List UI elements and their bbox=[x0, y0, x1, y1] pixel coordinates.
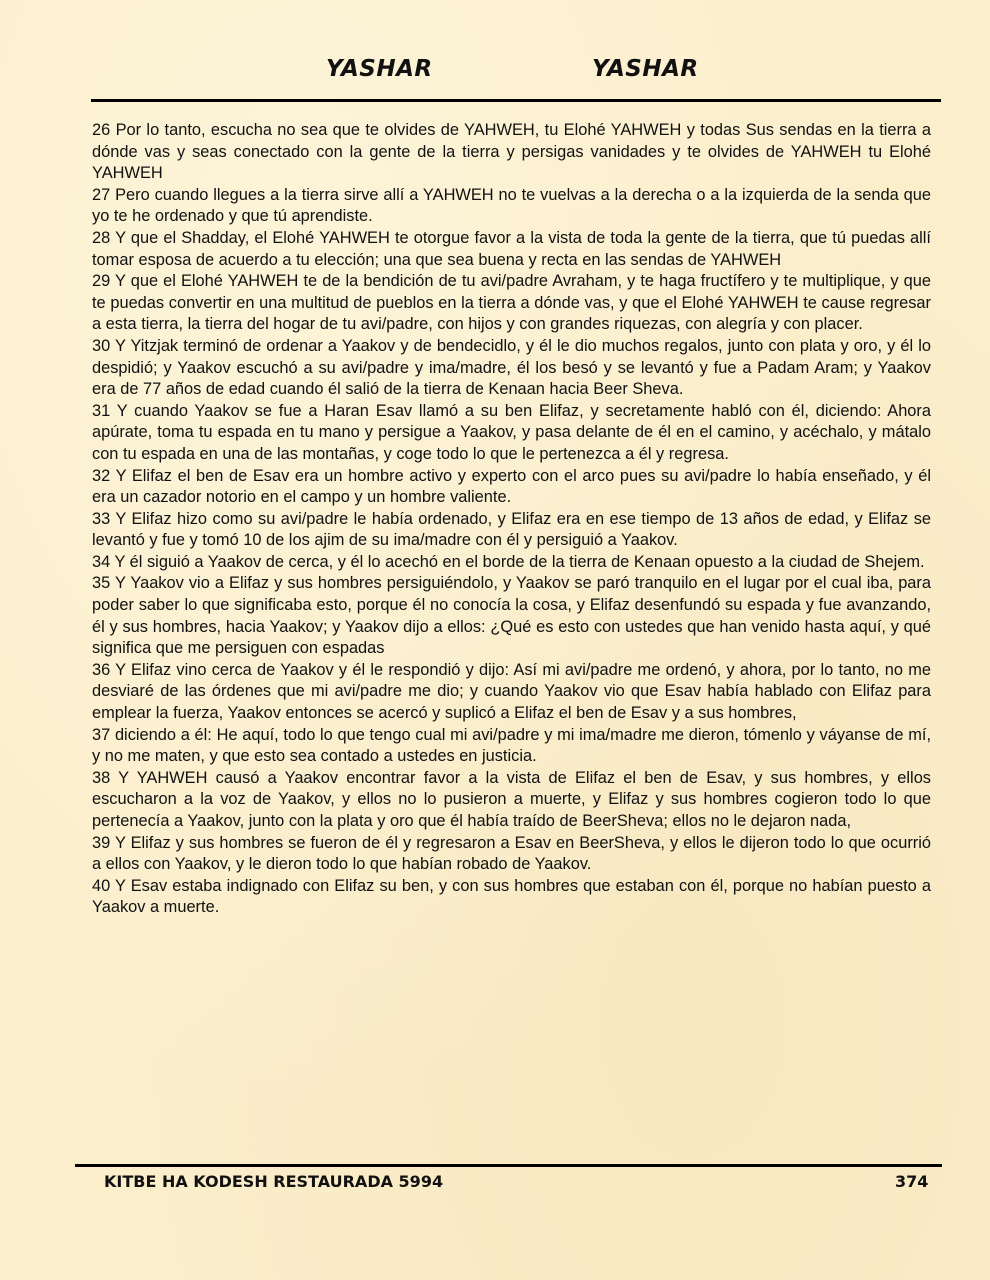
verse-29: 29 Y que el Elohé YAHWEH te de la bendición de tu avi/padre Avraham, y te haga fructífero y te multiplique, y que te puedas convertir en una multitud de pueblos en la tierra a dónde vas, y que el Elohé YAHWEH te cause regresar a esta tierra, la tierra del hogar de tu avi/padre, con hijos y con grandes riquezas, con alegría y con placer. bbox=[92, 272, 931, 334]
verse-26: 26 Por lo tanto, escucha no sea que te olvides de YAHWEH, tu Elohé YAHWEH y todas Sus sendas en la tierra a dónde vas y seas conectado con la gente de la tierra y persigas vanidades y te olvides de YAHWEH tu Elohé YAHWEH bbox=[92, 121, 931, 183]
verse-39: 39 Y Elifaz y sus hombres se fueron de él y regresaron a Esav en BeerSheva, y ellos le dijeron todo lo que ocurrió a ellos con Yaakov, y le dieron todo lo que habían robado de Yaakov. bbox=[92, 833, 931, 874]
verse-33: 33 Y Elifaz hizo como su avi/padre le había ordenado, y Elifaz era en ese tiempo de 13 años de edad, y Elifaz se levantó y fue y tomó 10 de los ajim de su ima/madre con él y persiguió a Yaakov. bbox=[92, 509, 931, 550]
page-footer bbox=[0, 1172, 990, 1196]
header-rule bbox=[91, 99, 941, 102]
header-title-right: YASHAR bbox=[592, 56, 699, 82]
verse-37: 37 diciendo a él: He aquí, todo lo que tengo cual mi avi/padre y mi ima/madre me dieron, tómenlo y váyanse de mí, y no me maten, y que esto sea contado a ustedes en justicia. bbox=[92, 725, 931, 766]
verse-27: 27 Pero cuando llegues a la tierra sirve allí a YAHWEH no te vuelvas a la derecha o a la izquierda de la senda que yo te he ordenado y que tú aprendiste. bbox=[92, 185, 931, 226]
verse-32: 32 Y Elifaz el ben de Esav era un hombre activo y experto con el arco pues su avi/padre lo había enseñado, y él era un cazador notorio en el campo y un hombre valiente. bbox=[92, 466, 931, 507]
verse-30: 30 Y Yitzjak terminó de ordenar a Yaakov y de bendecidlo, y él le dio muchos regalos, junto con plata y oro, y él lo despidió; y Yaakov escuchó a su avi/padre y ima/madre, él los besó y se levantó y fue a Padam Aram; y Yaakov era de 77 años de edad cuando él salió de la tierra de Kenaan hacia Beer Sheva. bbox=[92, 336, 931, 399]
verse-35: 35 Y Yaakov vio a Elifaz y sus hombres persiguiéndolo, y Yaakov se paró tranquilo en el lugar por el cual iba, para poder saber lo que significaba esto, porque él no conocía la cosa, y Elifaz desenfundó su espada y fue avanzando, él y sus hombres, hacia Yaakov; y Yaakov dijo a ellos: ¿Qué es esto con ustedes que han venido hasta aquí, y qué significa que me persiguen con espadas bbox=[92, 574, 931, 658]
page-number: 374 bbox=[895, 1172, 929, 1191]
verse-31: 31 Y cuando Yaakov se fue a Haran Esav llamó a su ben Elifaz, y secretamente habló con él, diciendo: Ahora apúrate, toma tu espada en tu mano y persigue a Yaakov, y pasa delante de él en el camino, y acéchalo, y mátalo con tu espada en una de las montañas, y coge todo lo que le pertenezca a él y regresa. bbox=[92, 401, 931, 463]
verse-36: 36 Y Elifaz vino cerca de Yaakov y él le respondió y dijo: Así mi avi/padre me ordenó, y ahora, por lo tanto, no me desviaré de las órdenes que mi avi/padre me dio; y cuando Yaakov vio que Esav había hablado con Elifaz para emplear la fuerza, Yaakov entonces se acercó y suplicó a Elifaz el ben de Esav y a sus hombres, bbox=[92, 660, 931, 723]
verse-34: 34 Y él siguió a Yaakov de cerca, y él lo acechó en el borde de la tierra de Kenaan opuesto a la ciudad de Shejem. bbox=[92, 552, 925, 571]
verse-40: 40 Y Esav estaba indignado con Elifaz su ben, y con sus hombres que estaban con él, porque no habían puesto a Yaakov a muerte. bbox=[92, 876, 931, 917]
header-title-left: YASHAR bbox=[326, 56, 433, 82]
verse-28: 28 Y que el Shadday, el Elohé YAHWEH te otorgue favor a la vista de toda la gente de la tierra, que tú puedas allí tomar esposa de acuerdo a tu elección; una que sea buena y recta en las sendas de YAHWEH bbox=[92, 228, 931, 269]
footer-title: KITBE HA KODESH RESTAURADA 5994 bbox=[104, 1172, 444, 1191]
page-header bbox=[0, 56, 990, 92]
footer-rule bbox=[75, 1164, 942, 1167]
verse-text-body bbox=[92, 120, 931, 919]
verse-38: 38 Y YAHWEH causó a Yaakov encontrar favor a la vista de Elifaz el ben de Esav, y sus hombres, y ellos escucharon a la voz de Yaakov, y ellos no lo pusieron a muerte, y Elifaz y sus hombres cogieron todo lo que pertenecía a Yaakov, junto con la plata y oro que él había traído de BeerSheva; ellos no le dejaron nada, bbox=[92, 768, 931, 830]
